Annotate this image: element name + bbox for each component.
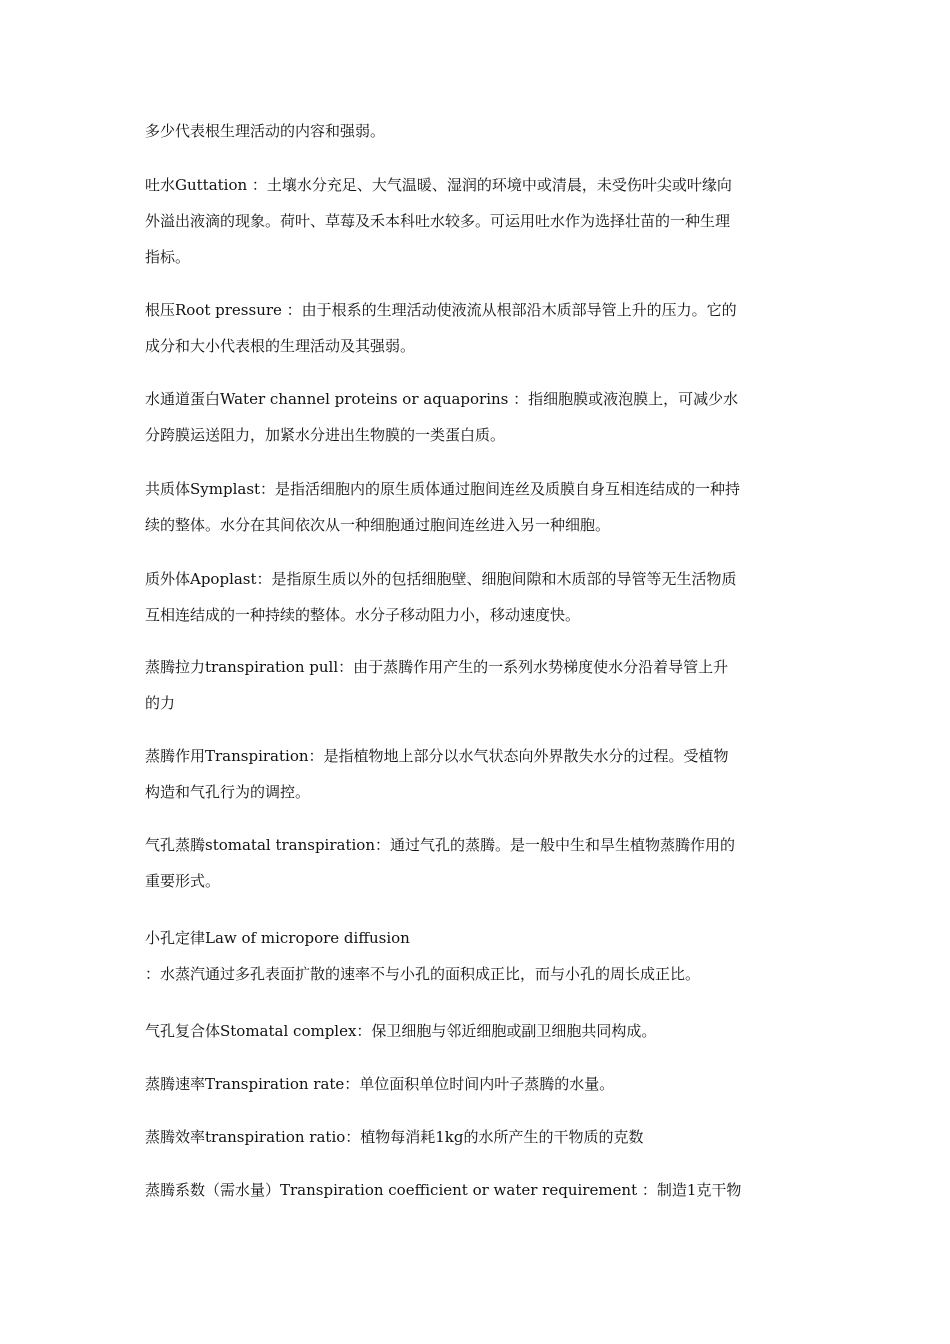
text-line: 气孔复合体Stomatal complex：保卫细胞与邻近细胞或副卫细胞共同构成。 (145, 1022, 657, 1040)
text-line: 根压Root pressure ：由于根系的生理活动使液流从根部沿木质部导管上升的压力。它的 (145, 301, 737, 319)
text-line: 多少代表根生理活动的内容和强弱。 (145, 122, 386, 140)
paragraph-apoplast (145, 561, 810, 633)
paragraph-root-pressure (145, 292, 810, 364)
text-line: 蒸腾作用Transpiration：是指植物地上部分以水气状态向外界散失水分的过程。受植物 (145, 747, 729, 765)
text-line: ：水蒸汽通过多孔表面扩散的速率不与小孔的面积成正比，而与小孔的周长成正比。 (145, 965, 701, 983)
text-line: 重要形式。 (145, 872, 221, 890)
paragraph-transpiration-ratio (145, 1119, 810, 1155)
text-line: 指标。 (145, 248, 191, 266)
paragraph-root-activity-continuation (145, 113, 810, 149)
text-line: 蒸腾拉力transpiration pull：由于蒸腾作用产生的一系列水势梯度使水分沿着导管上升 (145, 658, 729, 676)
text-line: 小孔定律Law of micropore diffusion (145, 929, 410, 947)
text-line: 蒸腾速率Transpiration rate：单位面积单位时间内叶子蒸腾的水量。 (145, 1075, 615, 1093)
text-line: 吐水Guttation ：土壤水分充足、大气温暖、湿润的环境中或清晨，未受伤叶尖或叶缘向 (145, 176, 732, 194)
paragraph-transpiration-rate (145, 1066, 810, 1102)
text-line: 共质体Symplast：是指活细胞内的原生质体通过胞间连丝及质膜自身互相连结成的一种持 (145, 480, 741, 498)
text-line: 水通道蛋白Water channel proteins or aquaporins ：指细胞膜或液泡膜上，可减少水 (145, 390, 739, 408)
text-line: 蒸腾效率transpiration ratio：植物每消耗1kg的水所产生的干物质的克数 (145, 1128, 644, 1146)
paragraph-micropore-law (145, 920, 810, 992)
text-line: 续的整体。水分在其间依次从一种细胞通过胞间连丝进入另一种细胞。 (145, 516, 611, 534)
text-line: 成分和大小代表根的生理活动及其强弱。 (145, 337, 416, 355)
paragraph-stomatal-transpiration (145, 827, 810, 899)
text-line: 蒸腾系数（需水量）Transpiration coefficient or water requirement ：制造1克干物 (145, 1181, 742, 1199)
text-line: 互相连结成的一种持续的整体。水分子移动阻力小，移动速度快。 (145, 606, 581, 624)
paragraph-aquaporins (145, 381, 810, 453)
paragraph-guttation (145, 167, 810, 275)
paragraph-transpiration-pull (145, 649, 810, 721)
text-line: 质外体Apoplast：是指原生质以外的包括细胞壁、细胞间隙和木质部的导管等无生活物质 (145, 570, 737, 588)
text-line: 的力 (145, 694, 176, 712)
paragraph-transpiration (145, 738, 810, 810)
paragraph-transpiration-coefficient (145, 1172, 810, 1208)
text-line: 构造和气孔行为的调控。 (145, 783, 311, 801)
text-line: 外溢出液滴的现象。荷叶、草莓及禾本科吐水较多。可运用吐水作为选择壮苗的一种生理 (145, 212, 731, 230)
text-line: 分跨膜运送阻力，加紧水分进出生物膜的一类蛋白质。 (145, 426, 506, 444)
paragraph-symplast (145, 471, 810, 543)
paragraph-stomatal-complex (145, 1013, 810, 1049)
text-line: 气孔蒸腾stomatal transpiration：通过气孔的蒸腾。是一般中生和旱生植物蒸腾作用的 (145, 836, 735, 854)
